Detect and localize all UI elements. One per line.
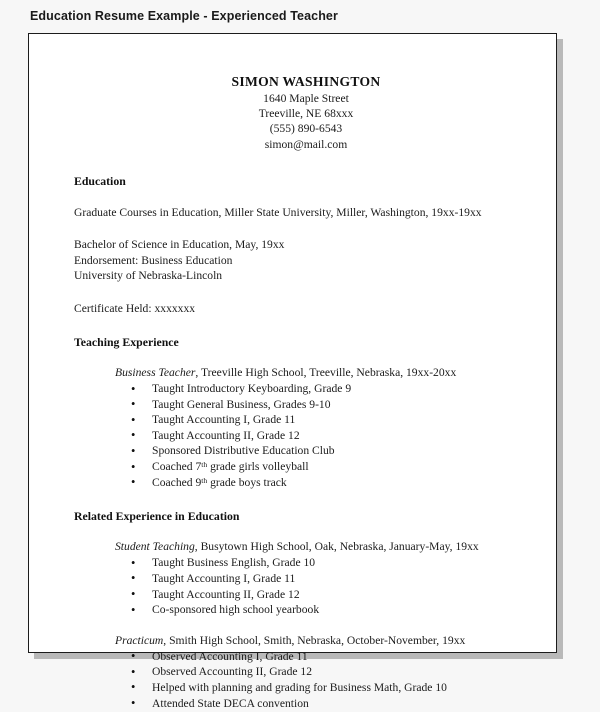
bullet-text-pre: Coached 7	[152, 460, 202, 474]
experience-bullet-item: • Taught Business English, Grade 10	[115, 555, 538, 571]
education-degree-group	[74, 237, 538, 283]
bullet-text-post: grade girls volleyball	[207, 460, 309, 474]
experience-entry	[115, 539, 538, 617]
experience-bullet-item	[115, 475, 538, 491]
education-graduate-courses: Graduate Courses in Education, Miller State University, Miller, Washington, 19xx-19xx	[74, 205, 482, 219]
education-degree: Bachelor of Science in Education, May, 19xx	[74, 238, 285, 252]
page-title: Education Resume Example - Experienced Teacher	[30, 9, 338, 23]
bullet-text-post: grade boys track	[207, 475, 287, 489]
experience-bullet-item	[115, 459, 538, 475]
experience-bullet-item: • Observed Accounting I, Grade 11	[115, 649, 538, 665]
resume-header-contact-block	[74, 74, 538, 152]
experience-bullet-item: • Taught Accounting I, Grade 11	[115, 412, 538, 428]
experience-bullet-item: • Attended State DECA convention	[115, 696, 538, 712]
experience-entry-details: , Smith High School, Smith, Nebraska, October-November, 19xx	[163, 633, 466, 647]
education-university: University of Nebraska-Lincoln	[74, 269, 223, 283]
experience-bullet-item: • Taught Introductory Keyboarding, Grade 9	[115, 381, 538, 397]
experience-bullet-list	[115, 381, 538, 490]
experience-entry-role: Business Teacher	[115, 366, 196, 380]
ordinal-suffix: th	[201, 459, 208, 469]
experience-bullet-item: • Sponsored Distributive Education Club	[115, 443, 538, 459]
education-endorsement: Endorsement: Business Education	[74, 253, 233, 267]
section-heading-education: Education	[74, 173, 126, 188]
applicant-name: SIMON WASHINGTON	[231, 74, 381, 89]
resume-document-page	[28, 33, 557, 710]
experience-entry	[115, 365, 538, 490]
experience-entry-role: Student Teaching	[115, 540, 195, 554]
experience-entry-headline	[115, 539, 538, 554]
contact-phone: (555) 890-6543	[269, 122, 343, 136]
section-heading-related-experience: Related Experience in Education	[74, 509, 240, 524]
ordinal-suffix: th	[201, 475, 208, 485]
experience-entry-details: , Busytown High School, Oak, Nebraska, January-May, 19xx	[194, 540, 479, 554]
experience-bullet-list	[115, 649, 538, 711]
experience-entry-details: , Treeville High School, Treeville, Nebraska, 19xx-20xx	[195, 366, 457, 380]
experience-bullet-list	[115, 555, 538, 617]
contact-email: simon@mail.com	[264, 137, 348, 151]
experience-bullet-item: • Taught Accounting I, Grade 11	[115, 571, 538, 587]
experience-entry	[115, 633, 538, 711]
experience-entry-headline	[115, 365, 538, 380]
experience-bullet-item: • Taught Accounting II, Grade 12	[115, 428, 538, 444]
bullet-text-pre: Coached 9	[152, 475, 202, 489]
experience-entry-role: Practicum	[115, 633, 164, 647]
experience-bullet-item: • Co-sponsored high school yearbook	[115, 602, 538, 618]
experience-entry-headline	[115, 633, 538, 648]
section-heading-teaching-experience: Teaching Experience	[74, 334, 179, 349]
experience-bullet-item: • Taught Accounting II, Grade 12	[115, 587, 538, 603]
contact-street: 1640 Maple Street	[263, 91, 349, 105]
experience-bullet-item: • Helped with planning and grading for Business Math, Grade 10	[115, 680, 538, 696]
experience-bullet-item: • Taught General Business, Grades 9-10	[115, 397, 538, 413]
contact-city-state-zip: Treeville, NE 68xxx	[258, 107, 354, 121]
experience-bullet-item: • Observed Accounting II, Grade 12	[115, 664, 538, 680]
education-certificate: Certificate Held: xxxxxxx	[74, 301, 196, 315]
